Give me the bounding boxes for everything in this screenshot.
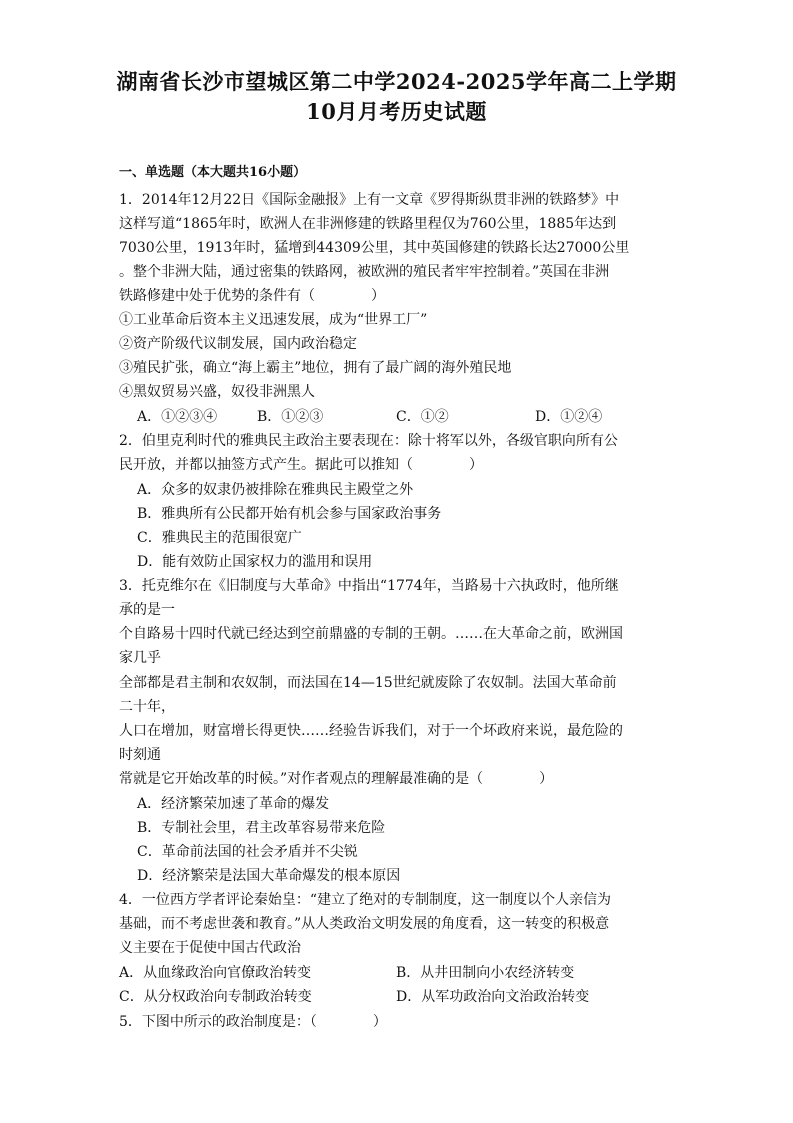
q2-option-a[interactable]: A．众多的奴隶仍被排除在雅典民主殿堂之外 — [137, 482, 414, 498]
q1-line: 7030公里，1913年时，猛增到44309公里，其中英国修建的铁路长达27000公里 — [119, 240, 630, 256]
q1-line: 1．2014年12月22日《国际金融报》上有一文章《罗得斯纵贯非洲的铁路梦》中 — [119, 192, 620, 208]
q3-line: 常就是它开始改革的时候。”对作者观点的理解最准确的是（ ） — [119, 771, 554, 787]
exam-title-line2: 10月月考历史试题 — [306, 99, 487, 124]
q3-option-d[interactable]: D．经济繁荣是法国大革命爆发的根本原因 — [137, 868, 401, 884]
q4-option-c[interactable]: C．从分权政治向专制政治转变 — [119, 989, 312, 1005]
q5-line: 5．下图中所示的政治制度是：（ ） — [119, 1014, 387, 1030]
q3-line: 全部都是君主制和农奴制，而法国在14—15世纪就废除了农奴制。法国大革命前 — [119, 675, 617, 691]
q2-line: 民开放，并都以抽签方式产生。据此可以推知（ ） — [119, 457, 483, 473]
q1-option-d[interactable]: D．①②④ — [535, 409, 603, 425]
section-heading: 一、单选题（本大题共16小题） — [119, 165, 307, 180]
exam-title-line1: 湖南省长沙市望城区第二中学2024-2025学年高二上学期 — [116, 69, 677, 94]
q2-option-d[interactable]: D．能有效防止国家权力的滥用和误用 — [137, 554, 373, 570]
q3-line: 3．托克维尔在《旧制度与大革命》中指出“1774年，当路易十六执政时，他所继 — [119, 578, 619, 594]
q1-line: 这样写道“1865年时，欧洲人在非洲修建的铁路里程仅为760公里，1885年达到 — [119, 216, 617, 232]
q4-option-a[interactable]: A．从血缘政治向官僚政治转变 — [119, 965, 312, 981]
q1-line: 。整个非洲大陆，通过密集的铁路网，被欧洲的殖民者牢牢控制着。”英国在非洲 — [119, 264, 610, 280]
q3-line: 承的是一 — [119, 602, 175, 618]
q3-option-b[interactable]: B．专制社会里，君主改革容易带来危险 — [137, 820, 386, 836]
q2-option-b[interactable]: B．雅典所有公民都开始有机会参与国家政治事务 — [137, 506, 442, 522]
q4-line: 义主要在于促使中国古代政治 — [119, 940, 301, 956]
q3-option-c[interactable]: C．革命前法国的社会矛盾并不尖锐 — [137, 844, 358, 860]
q1-line: ①工业革命后资本主义迅速发展，成为“世界工厂” — [119, 312, 428, 328]
q1-line: 铁路修建中处于优势的条件有（ ） — [119, 288, 385, 304]
q1-line: ②资产阶级代议制发展，国内政治稳定 — [119, 336, 357, 352]
q1-line: ④黑奴贸易兴盛，奴役非洲黑人 — [119, 384, 315, 400]
q3-option-a[interactable]: A．经济繁荣加速了革命的爆发 — [137, 796, 330, 812]
q1-option-b[interactable]: B．①②③ — [257, 409, 324, 425]
q2-option-c[interactable]: C．雅典民主的范围很宽广 — [137, 530, 302, 546]
q3-line: 家几乎 — [119, 650, 161, 666]
q2-line: 2．伯里克利时代的雅典民主政治主要表现在：除十将军以外，各级官职向所有公 — [119, 433, 618, 449]
q1-option-a[interactable]: A．①②③④ — [137, 409, 218, 425]
q4-line: 基础，而不考虑世袭和教育。”从人类政治文明发展的角度看，这一转变的积极意 — [119, 916, 610, 932]
q4-option-d[interactable]: D．从军功政治向文治政治转变 — [396, 989, 590, 1005]
q4-line: 4．一位西方学者评论秦始皇：“建立了绝对的专制制度，这一制度以个人亲信为 — [119, 892, 612, 908]
q3-line: 二十年， — [119, 699, 175, 715]
q1-line: ③殖民扩张，确立“海上霸主”地位，拥有了最广阔的海外殖民地 — [119, 360, 512, 376]
q4-option-b[interactable]: B．从井田制向小农经济转变 — [396, 965, 575, 981]
q3-line: 时刻通 — [119, 747, 161, 763]
q3-line: 个自路易十四时代就已经达到空前鼎盛的专制的王朝。……在大革命之前，欧洲国 — [119, 626, 623, 642]
q1-option-c[interactable]: C．①② — [396, 409, 449, 425]
q3-line: 人口在增加，财富增长得更快……经验告诉我们，对于一个坏政府来说，最危险的 — [119, 723, 623, 739]
